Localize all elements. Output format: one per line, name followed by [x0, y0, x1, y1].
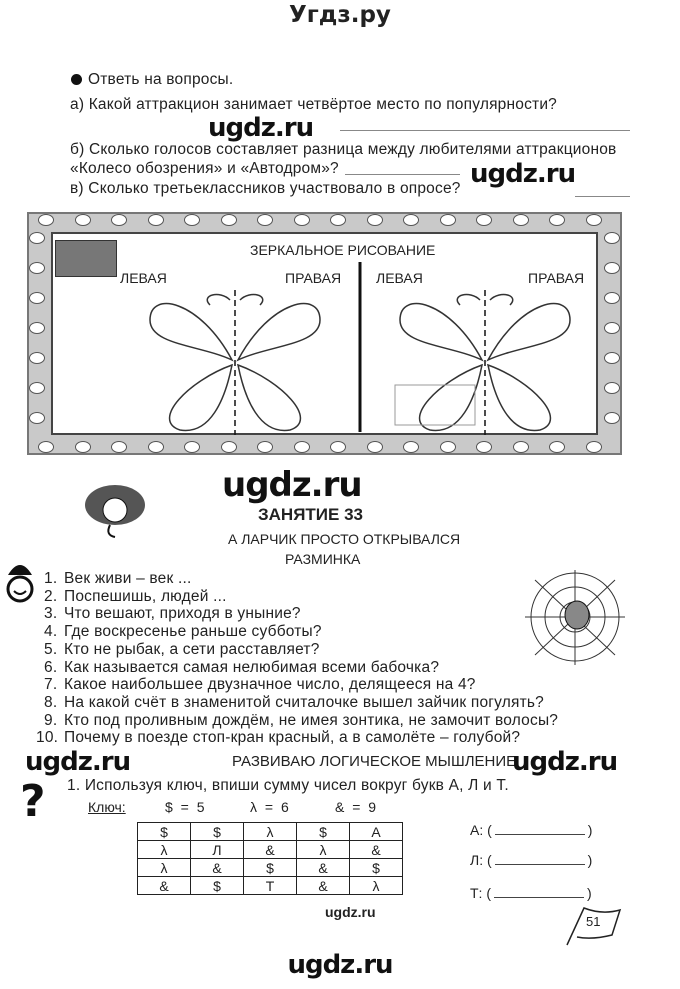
site-header[interactable]: Угдз.ру: [289, 2, 391, 28]
item-number: 6.: [44, 658, 58, 676]
label-right-2: ПРАВАЯ: [528, 270, 585, 286]
item-text: Кто не рыбак, а сети расставляет?: [64, 640, 320, 658]
item-text: Век живи – век ...: [64, 570, 192, 587]
item-number: 3.: [44, 605, 58, 623]
grid-cell: $: [244, 859, 297, 877]
item-number: 4.: [44, 623, 58, 641]
mirror-title: ЗЕРКАЛЬНОЕ РИСОВАНИЕ: [250, 242, 436, 258]
watermark-3: ugdz.ru: [222, 465, 362, 505]
item-number: 7.: [44, 676, 58, 694]
label-left-1: ЛЕВАЯ: [120, 270, 167, 286]
grid-cell: &: [297, 859, 350, 877]
grid-cell: λ: [350, 877, 403, 895]
grid-row: [138, 877, 403, 895]
question-b: б) Сколько голосов составляет разница между любителями аттракционов: [70, 141, 617, 158]
answer-blank[interactable]: [495, 822, 585, 835]
grid-row: [138, 823, 403, 841]
item-text: Поспешишь, людей ...: [64, 587, 227, 605]
grid-row: [138, 841, 403, 859]
answer-field[interactable]: [470, 822, 592, 838]
grid-cell: $: [138, 823, 191, 841]
alarm-clock-icon: [5, 555, 35, 610]
lesson-title: ЗАНЯТИЕ 33: [258, 505, 363, 524]
watermark-bottom[interactable]: ugdz.ru: [287, 950, 393, 980]
logic-task: 1. Используя ключ, впиши сумму чисел вокруг букв А, Л и Т.: [67, 777, 509, 794]
answer-field[interactable]: [470, 852, 592, 868]
answer-blank[interactable]: [495, 852, 585, 865]
grid-cell: λ: [138, 859, 191, 877]
watermark-small: ugdz.ru: [325, 904, 376, 920]
question-b-cont: «Колесо обозрения» и «Автодром»?: [70, 160, 339, 177]
answer-label: Т:: [470, 885, 483, 901]
close-paren: ): [587, 852, 593, 868]
grid-cell: $: [191, 823, 244, 841]
lesson-subtitle: А ЛАРЧИК ПРОСТО ОТКРЫВАЛСЯ: [228, 531, 461, 547]
watermark-1: ugdz.ru: [208, 113, 314, 143]
grid-cell: λ: [138, 841, 191, 859]
logic-title: РАЗВИВАЮ ЛОГИЧЕСКОЕ МЫШЛЕНИЕ: [232, 753, 517, 770]
grid-cell: &: [191, 859, 244, 877]
item-number: 10.: [36, 729, 59, 747]
item-text: Что вешают, приходя в уныние?: [64, 605, 301, 623]
item-text: Почему в поезде стоп-кран красный, а в самолёте – голубой?: [64, 729, 521, 747]
item-text: Где воскресенье раньше субботы?: [64, 623, 322, 641]
open-paren: (: [486, 852, 492, 868]
task-title: Ответь на вопросы.: [88, 71, 234, 88]
key-lambda: λ = 6: [250, 799, 289, 815]
grid-cell: &: [350, 841, 403, 859]
question-c: в) Сколько третьеклассников участвовало в опросе?: [70, 180, 461, 197]
item-number: 8.: [44, 693, 58, 711]
item-text: Какое наибольшее двузначное число, делящееся на 4?: [64, 676, 476, 694]
watermark-4: ugdz.ru: [25, 747, 131, 777]
svg-text:?: ?: [20, 776, 46, 827]
label-left-2: ЛЕВАЯ: [376, 270, 423, 286]
grid-cell: &: [244, 841, 297, 859]
close-paren: ): [587, 822, 593, 838]
question-a: а) Какой аттракцион занимает четвёртое место по популярности?: [70, 96, 558, 113]
answer-blank[interactable]: [494, 885, 584, 898]
key-ampersand: & = 9: [335, 799, 377, 815]
grid-cell: $: [191, 877, 244, 895]
page-number: 51: [586, 914, 601, 929]
answer-label: Л:: [470, 852, 484, 868]
grid-cell: &: [138, 877, 191, 895]
close-paren: ): [587, 885, 592, 901]
item-number: 9.: [44, 711, 58, 729]
watermark-2: ugdz.ru: [470, 159, 576, 189]
item-text: На какой счёт в знаменитой считалочке вышел зайчик погулять?: [64, 693, 545, 711]
grid-cell: Л: [191, 841, 244, 859]
grid-cell: А: [350, 823, 403, 841]
item-text: Кто под проливным дождём, не имея зонтика, не замочит волосы?: [64, 711, 559, 729]
item-number: 1.: [44, 570, 58, 587]
butterfly-drawings: [0, 0, 680, 460]
answer-label: А:: [470, 822, 484, 838]
open-paren: (: [487, 822, 492, 838]
grid-cell: λ: [297, 841, 350, 859]
grid-cell: Т: [244, 877, 297, 895]
warmup-title: РАЗМИНКА: [285, 551, 361, 567]
grid-row: [138, 859, 403, 877]
grid-cell: $: [350, 859, 403, 877]
watermark-5: ugdz.ru: [512, 747, 618, 777]
item-number: 5.: [44, 640, 58, 658]
key-dollar: $ = 5: [165, 799, 205, 815]
question-mark-icon: [18, 776, 53, 831]
lesson-icon: [70, 480, 160, 540]
key-label: Ключ:: [88, 799, 126, 815]
open-paren: (: [486, 885, 492, 901]
answer-field[interactable]: [470, 885, 592, 901]
item-number: 2.: [44, 587, 58, 605]
grid-cell: $: [297, 823, 350, 841]
label-right-1: ПРАВАЯ: [285, 270, 342, 286]
grid-cell: λ: [244, 823, 297, 841]
item-text: Как называется самая нелюбимая всеми бабочка?: [64, 658, 440, 676]
grid-cell: &: [297, 877, 350, 895]
spider-web-icon: [525, 570, 625, 665]
symbol-grid: [137, 822, 403, 895]
